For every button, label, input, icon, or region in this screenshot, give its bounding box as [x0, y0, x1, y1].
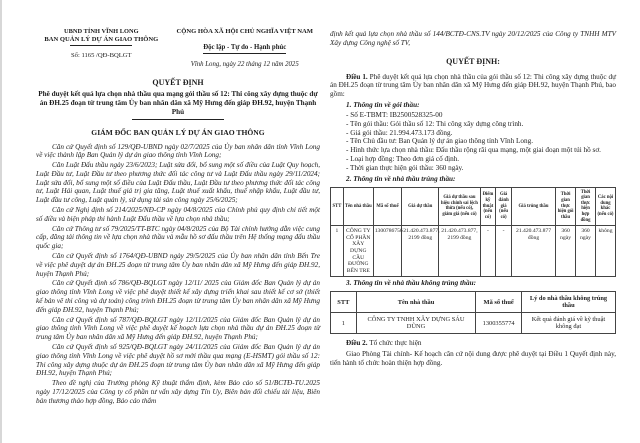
table-cell-contract-duration: 360 ngày [576, 226, 596, 277]
package-info-item: - Thời gian thực hiện gói thầu: 360 ngày. [346, 163, 464, 172]
issuing-org-block [36, 28, 167, 59]
section-2-heading: 2. Thông tin về nhà thầu trúng thầu: [346, 174, 456, 183]
table-header-row [331, 292, 616, 313]
table-cell-rejection-reason: Kết quả đánh giá về kỹ thuật không đạt [521, 313, 615, 334]
subtitle-underline [132, 119, 224, 120]
table-cell-bidder-name: CÔNG TY TNHH XÂY DỰNG SÁU DŨNG [356, 313, 476, 334]
table-cell-eval-price: - [496, 226, 512, 277]
table-header-cell: STT [331, 187, 344, 226]
table-cell-corrected-price: 21.420.473.877, 2199 đồng [439, 226, 480, 277]
document-page-1 [36, 28, 320, 407]
table-cell-stt: 1 [331, 313, 357, 334]
recital-paragraph: Căn Luật Đấu thầu ngày 23/6/2023; Luật sửa đổi, bổ sung một số điều của Luật Quy hoạch, Luật Đầu tư, Luật Đầu tư theo phương thức đối tác công tư và Luật Đấu thầu ngày 29/11/2024; Luật sửa đổi, bổ sung một số điều của Luật Đấu thầu, Luật Đầu tư theo phương thức đối tác công tư, Luật Hải quan, Luật thuế giá trị gia tăng, Luật thuế xuất khẩu, thuế nhập khẩu, Luật đầu tư, Luật đầu tư công, Luật quản lý, sử dụng tài sản công ngày 25/6/2025; [36, 161, 320, 205]
table-header-cell: Mã số thuế [373, 187, 402, 226]
document-number: Số: 1165 /QĐ-BQLGT [71, 52, 132, 59]
table-header-cell: Giá dự thầu sau hiệu chỉnh sai lệch thừa (nếu có), giảm giá (nếu có) [439, 187, 480, 226]
table-header-cell: Tên nhà thầu [343, 187, 373, 226]
document-page-2 [330, 28, 616, 368]
table-header-cell: Giá trúng thầu [511, 187, 555, 226]
recital-paragraph: Căn cứ Quyết định số 786/QĐ-BQLGT ngày 12/11/ 2025 của Giám đốc Ban Quản lý dự án giao thông tỉnh Vĩnh Long về việc phê duyệt thiết kế xây dựng triển khai sau thiết kế cơ sở (thiết kế bản vẽ thi công và dự toán) công trình ĐH.25 đoạn từ trung tâm Ủy ban nhân dân xã Mỹ Hưng đến giáp ĐH.92, huyện Thạnh Phú; [36, 279, 320, 314]
table-header-cell: Lý do nhà thầu không trúng thầu [521, 292, 615, 313]
org-underline [70, 45, 132, 46]
place-dateline: Vĩnh Long, ngày 22 tháng 12 năm 2025 [190, 61, 299, 68]
recital-paragraph: Căn cứ Quyết định số 787/QĐ-BQLGT ngày 12/11/2025 của Giám đốc Ban Quản lý dự án giao thông tỉnh Vĩnh Long về việc phê duyệt kế hoạch lựa chọn nhà thầu dự án ĐH.25 đoạn từ trung tâm Ủy ban nhân dân xã Mỹ Hưng đến giáp ĐH.92, huyện Thạnh Phú; [36, 315, 320, 342]
table-header-cell: Thời gian thực hiện hợp đồng [576, 187, 596, 226]
recital-paragraph: Căn cứ Quyết định số 925/QĐ-BQLGT ngày 24/11/2025 của Giám đốc Ban Quản lý dự án giao thông tỉnh Vĩnh Long về việc phê duyệt hồ sơ mời thầu qua mạng (E-HSMT) gói thầu số 12: Thi công xây dựng thuộc dự án ĐH.25 đoạn từ trung tâm Ủy ban nhân dân xã Mỹ Hưng đến giáp ĐH.92, huyện Thạnh Phú; [36, 343, 320, 378]
national-motto: Độc lập - Tự do - Hạnh phúc [203, 43, 286, 54]
article-1 [330, 73, 616, 99]
closing-paragraph: Giao Phòng Tài chính- Kế hoạch căn cứ nội dung được phê duyệt tại Điều 1 Quyết định này, tiến hành tổ chức hoàn thiện hợp đồng. [330, 350, 616, 367]
issuing-org-parent: UBND TỈNH VĨNH LONG [64, 28, 139, 35]
table-header-cell: Tên nhà thầu [356, 292, 476, 313]
issuing-authority: GIÁM ĐỐC BAN QUẢN LÝ DỰ ÁN GIAO THÔNG [91, 127, 265, 137]
article-1-label: Điều 1. [346, 72, 368, 81]
table-cell-tech-score: - [480, 226, 496, 277]
package-info-list [330, 111, 616, 173]
title-block [36, 78, 320, 137]
table-row [331, 226, 616, 277]
issuing-org-name: BAN QUẢN LÝ DỰ ÁN GIAO THÔNG [44, 36, 159, 43]
section-1-heading: 1. Thông tin về gói thầu: [346, 100, 420, 109]
recital-paragraph: Căn cứ Quyết định số 1764/QĐ-UBND ngày 29/5/2025 của Ủy ban nhân dân tỉnh Bến Tre về việc phê duyệt dự án ĐH.25 đoạn từ trung tâm Ủy ban nhân dân xã Mỹ Hưng đến giáp ĐH.92, huyện Thạnh Phú; [36, 252, 320, 278]
recital-paragraph: Căn cứ Nghị định số 214/2025/NĐ-CP ngày 04/8/2025 của Chính phủ quy định chi tiết một số điều và biện pháp thi hành Luật Đấu thầu về lựa chọn nhà thầu; [36, 206, 320, 223]
document-subtitle: Phê duyệt kết quả lựa chọn nhà thầu qua mạng gói thầu số 12: Thi công xây dựng thuộc dự án ĐH.25 đoạn từ trung tâm Ủy ban nhân dân xã Mỹ Hưng đến giáp ĐH.92, huyện Thạnh Phú [38, 90, 318, 116]
window-edge-line [0, 0, 2, 443]
section-3-heading: 3. Thông tin về nhà thầu không trúng thầu: [346, 279, 477, 288]
national-title: CỘNG HÒA XÃ HỘI CHỦ NGHĨA VIỆT NAM [176, 28, 314, 35]
decision-heading: QUYẾT ĐỊNH: [446, 56, 500, 66]
recital-paragraph: Căn cứ Quyết định số 129/QĐ-UBND ngày 02/7/2025 của Ủy ban nhân dân tỉnh Vĩnh Long về việc thành lập Ban Quản lý dự án giao thông tỉnh Vĩnh Long; [36, 142, 320, 160]
package-info-item: - Số E-TBMT: IB2500528325-00 [346, 110, 443, 119]
table-header-cell: Điểm kỹ thuật (nếu có) [480, 187, 496, 226]
table-header-row [331, 187, 616, 226]
table-cell-package-duration: 360 ngày [556, 226, 576, 277]
article-2-label: Điều 2. [346, 339, 368, 348]
table-header-cell: Giá dự thầu [402, 187, 439, 226]
table-row [331, 313, 616, 334]
table-header-cell: Các nội dung khác (nếu có) [595, 187, 615, 226]
table-cell-other: không [595, 226, 615, 277]
article-1-text: Phê duyệt kết quả lựa chọn nhà thầu của gói thầu số 12: Thi công xây dựng thuộc dự án ĐH.25 đoạn từ trung tâm Ủy ban nhân dân xã Mỹ Hưng đến giáp ĐH.92, huyện Thạnh Phú, bao gồm: [330, 72, 616, 99]
table-header-cell: Thời gian thực hiện gói thầu [556, 187, 576, 226]
recital-paragraph: Theo đề nghị của Trưởng phòng Kỹ thuật thẩm định, kèm Báo cáo số 51/BCTĐ-TU.2025 ngày 17/12/2025 của Công ty cổ phần tư vấn xây dựng Tín Uy, Biên bản đối chiếu tài liệu, Biên bản thương thảo hợp đồng, Báo cáo thẩm [36, 379, 320, 405]
package-info-item: - Giá gói thầu: 21.994.473.173 đồng. [346, 128, 453, 137]
recital-paragraph: Căn cứ Thông tư số 79/2025/TT-BTC ngày 04/8/2025 của Bộ Tài chính hướng dẫn việc cung cấp, đăng tải thông tin về lựa chọn nhà thầu và mẫu hồ sơ đấu thầu trên Hệ thống mạng đấu thầu quốc gia; [36, 224, 320, 251]
article-2 [330, 339, 616, 348]
package-info-item: - Tên gói thầu: Gói thầu số 12: Thi công xây dựng công trình. [346, 119, 524, 128]
document-title: QUYẾT ĐỊNH [152, 78, 204, 87]
table-header-cell: Mã số thuế [476, 292, 522, 313]
table-header-cell: STT [331, 292, 357, 313]
recital-continuation: định kết quả lựa chọn nhà thầu số 144/BCTĐ-CNS.TV ngày 20/12/2025 của Công ty TNHH MTV Xây dựng Công nghệ số TV, [330, 30, 616, 47]
table-cell-stt: 1 [331, 226, 344, 277]
article-2-text: Tổ chức thực hiện [367, 339, 422, 348]
national-header-block [169, 28, 320, 68]
package-info-item: - Tên Chủ đầu tư: Ban Quản lý dự án giao thông tỉnh Vĩnh Long. [346, 137, 533, 146]
package-info-item: - Hình thức lựa chọn nhà thầu: Đấu thầu rộng rãi qua mạng, một giai đoạn một túi hồ sơ. [346, 146, 601, 155]
table-cell-bidder-name: CÔNG TY CỔ PHẦN XÂY DỰNG CẦU ĐƯỜNG BẾN TRE [343, 226, 373, 277]
table-cell-award-price: 21.420.473.877 đồng [511, 226, 555, 277]
table-cell-tax-code: 1300786756 [373, 226, 402, 277]
table-cell-tax-code: 1300355774 [476, 313, 522, 334]
package-info-item: - Loại hợp đồng: Theo đơn giá cố định. [346, 154, 460, 163]
winning-bidder-table [330, 187, 616, 278]
table-cell-bid-price: 21.420.473.877, 2199 đồng [402, 226, 439, 277]
table-header-cell: Giá đánh giá (nếu có) [496, 187, 512, 226]
recitals-section [36, 143, 320, 406]
non-winning-bidder-table [330, 291, 616, 334]
document-header [36, 28, 320, 68]
